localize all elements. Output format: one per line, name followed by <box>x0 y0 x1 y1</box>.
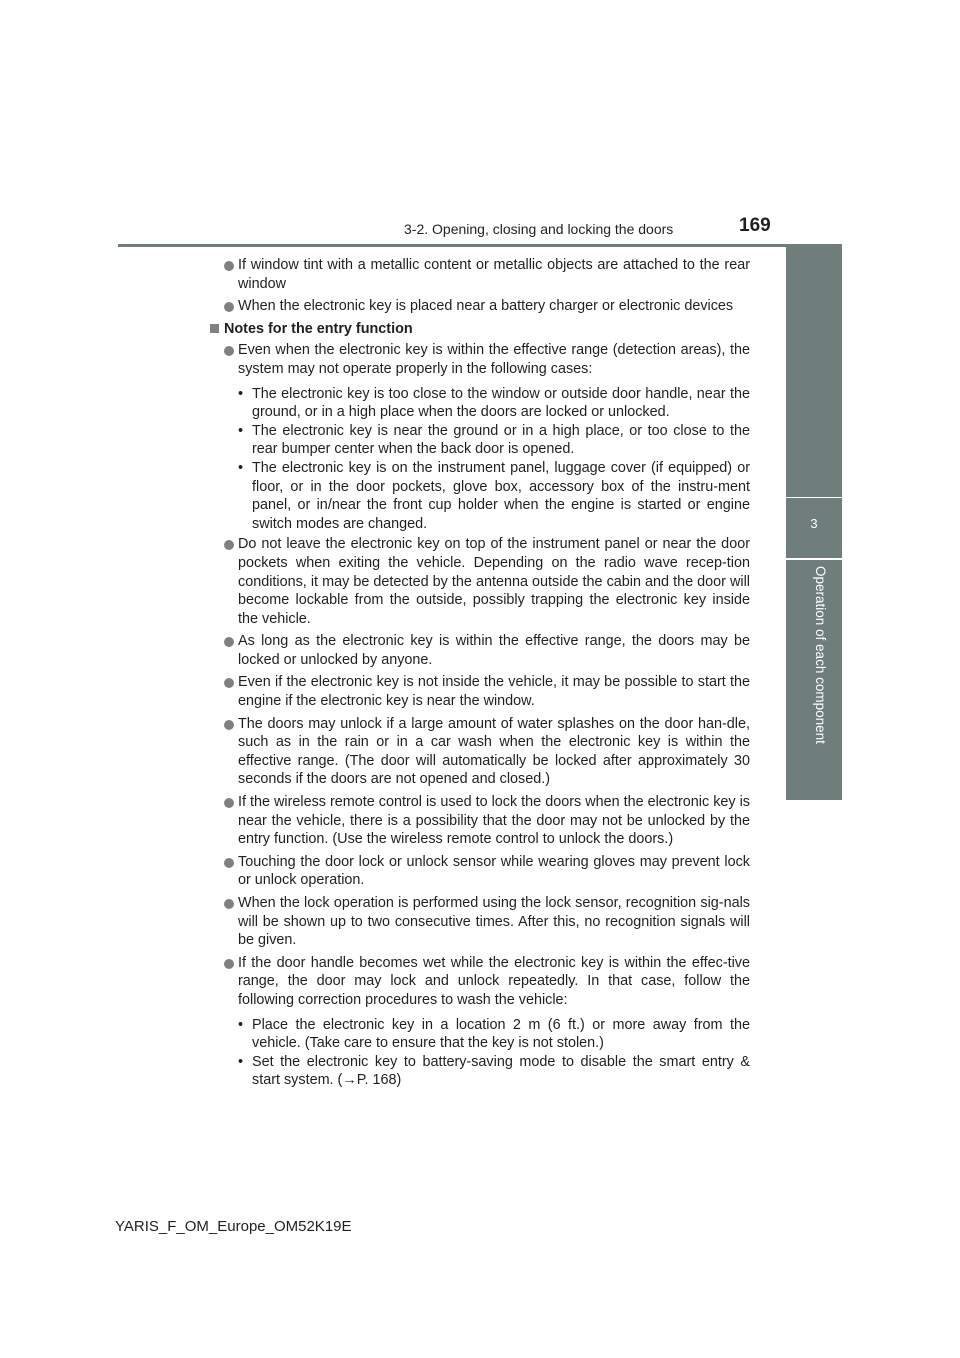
sub-list-item-text: The electronic key is too close to the window or outside door handle, near the ground, or in a high place when the doors are locked or unlocked. <box>252 385 750 421</box>
list-item-text: Do not leave the electronic key on top of the instrument panel or near the door pockets when exiting the vehicle. Depending on the radio wave recep-tion conditions, it may be detected by the antenna outside the cabin and the door will become lockable from the outside, possibly trapping the electronic key inside the vehicle. <box>238 536 750 627</box>
sub-list-item <box>210 1016 750 1053</box>
sub-list <box>210 1016 750 1090</box>
sub-bullet-marker: • <box>238 1016 244 1033</box>
sub-bullet-marker: • <box>238 422 244 439</box>
section-heading-text: Notes for the entry function <box>224 320 413 337</box>
square-bullet-icon <box>210 324 219 333</box>
list-item <box>210 853 750 890</box>
list-item <box>210 341 750 378</box>
header-rule <box>118 244 842 247</box>
bullet-icon <box>224 899 234 909</box>
chapter-tab <box>786 498 842 558</box>
list-item-text: Even if the electronic key is not inside the vehicle, it may be possible to start the engine if the electronic key is near the window. <box>238 674 750 710</box>
bullet-icon <box>224 540 234 550</box>
list-item <box>210 632 750 669</box>
bullet-icon <box>224 678 234 688</box>
side-tab-top <box>786 247 842 497</box>
page-number: 169 <box>739 215 771 236</box>
bullet-icon <box>224 637 234 647</box>
list-item-text: If window tint with a metallic content or metallic objects are attached to the rear window <box>238 257 750 292</box>
list-item <box>210 715 750 789</box>
sub-list-item <box>210 1053 750 1090</box>
list-item <box>210 954 750 1010</box>
bullet-icon <box>224 959 234 969</box>
list-item-text: If the door handle becomes wet while the electronic key is within the effec-tive range, the door may lock and unlock repeatedly. In that case, follow the following correction procedures to wash the vehicle: <box>238 954 750 1008</box>
list-item-text: When the electronic key is placed near a battery charger or electronic devices <box>238 298 734 315</box>
sub-list <box>210 385 750 534</box>
bullet-icon <box>224 346 234 356</box>
bullet-icon <box>224 261 234 271</box>
list-item-text: When the lock operation is performed using the lock sensor, recognition sig-nals will be shown up to two consecutive times. After this, no recognition signals will be given. <box>238 895 750 949</box>
list-item <box>210 894 750 950</box>
section-title: 3-2. Opening, closing and locking the doors <box>404 221 674 237</box>
bullet-icon <box>224 302 234 312</box>
sub-list-item <box>210 459 750 533</box>
list-item-text: Even when the electronic key is within the effective range (detection areas), the system may not operate properly in the following cases: <box>238 342 750 377</box>
list-item <box>210 793 750 849</box>
chapter-number: 3 <box>810 516 818 531</box>
main-content <box>210 256 750 1092</box>
sub-list-item-text: Place the electronic key in a location 2 m (6 ft.) or more away from the vehicle. (Take care to ensure that the key is not stolen.) <box>252 1016 750 1052</box>
list-item-text: As long as the electronic key is within the effective range, the doors may be locked or unlocked by anyone. <box>238 633 750 668</box>
list-item-text: Touching the door lock or unlock sensor while wearing gloves may prevent lock or unlock operation. <box>238 853 750 889</box>
document-code: YARIS_F_OM_Europe_OM52K19E <box>115 1218 352 1235</box>
sub-bullet-marker: • <box>238 1053 244 1070</box>
sub-list-item-text: The electronic key is on the instrument panel, luggage cover (if equipped) or floor, or in the door pockets, glove box, accessory box of the instru-ment panel, or in/near the front cup holder when the engine is started or engine switch modes are changed. <box>252 459 750 532</box>
sub-bullet-marker: • <box>238 459 244 476</box>
bullet-icon <box>224 720 234 730</box>
list-item-text: If the wireless remote control is used to lock the doors when the electronic key is near the vehicle, there is a possibility that the door may not be unlocked by the entry function. (Use the wireless remote control to unlock the doors.) <box>238 794 750 848</box>
list-item <box>210 673 750 710</box>
bullet-icon <box>224 858 234 868</box>
sub-list-item-text: Set the electronic key to battery-saving mode to disable the smart entry & start system. (→P. 168) <box>252 1053 750 1089</box>
sub-list-item <box>210 422 750 459</box>
chapter-label: Operation of each component <box>813 566 828 744</box>
list-item <box>210 535 750 628</box>
sub-list-item <box>210 385 750 422</box>
section-heading <box>210 320 750 339</box>
list-item <box>210 256 750 293</box>
list-item-text: The doors may unlock if a large amount of water splashes on the door han-dle, such as in the rain or in a car wash when the electronic key is within the effective range. (The door will automatically be locked after approximately 30 seconds if the doors are not opened and closed.) <box>238 715 750 788</box>
sub-bullet-marker: • <box>238 385 244 402</box>
list-item <box>210 297 750 316</box>
bullet-icon <box>224 798 234 808</box>
sub-list-item-text: The electronic key is near the ground or in a high place, or too close to the rear bumper center when the back door is opened. <box>252 422 750 458</box>
